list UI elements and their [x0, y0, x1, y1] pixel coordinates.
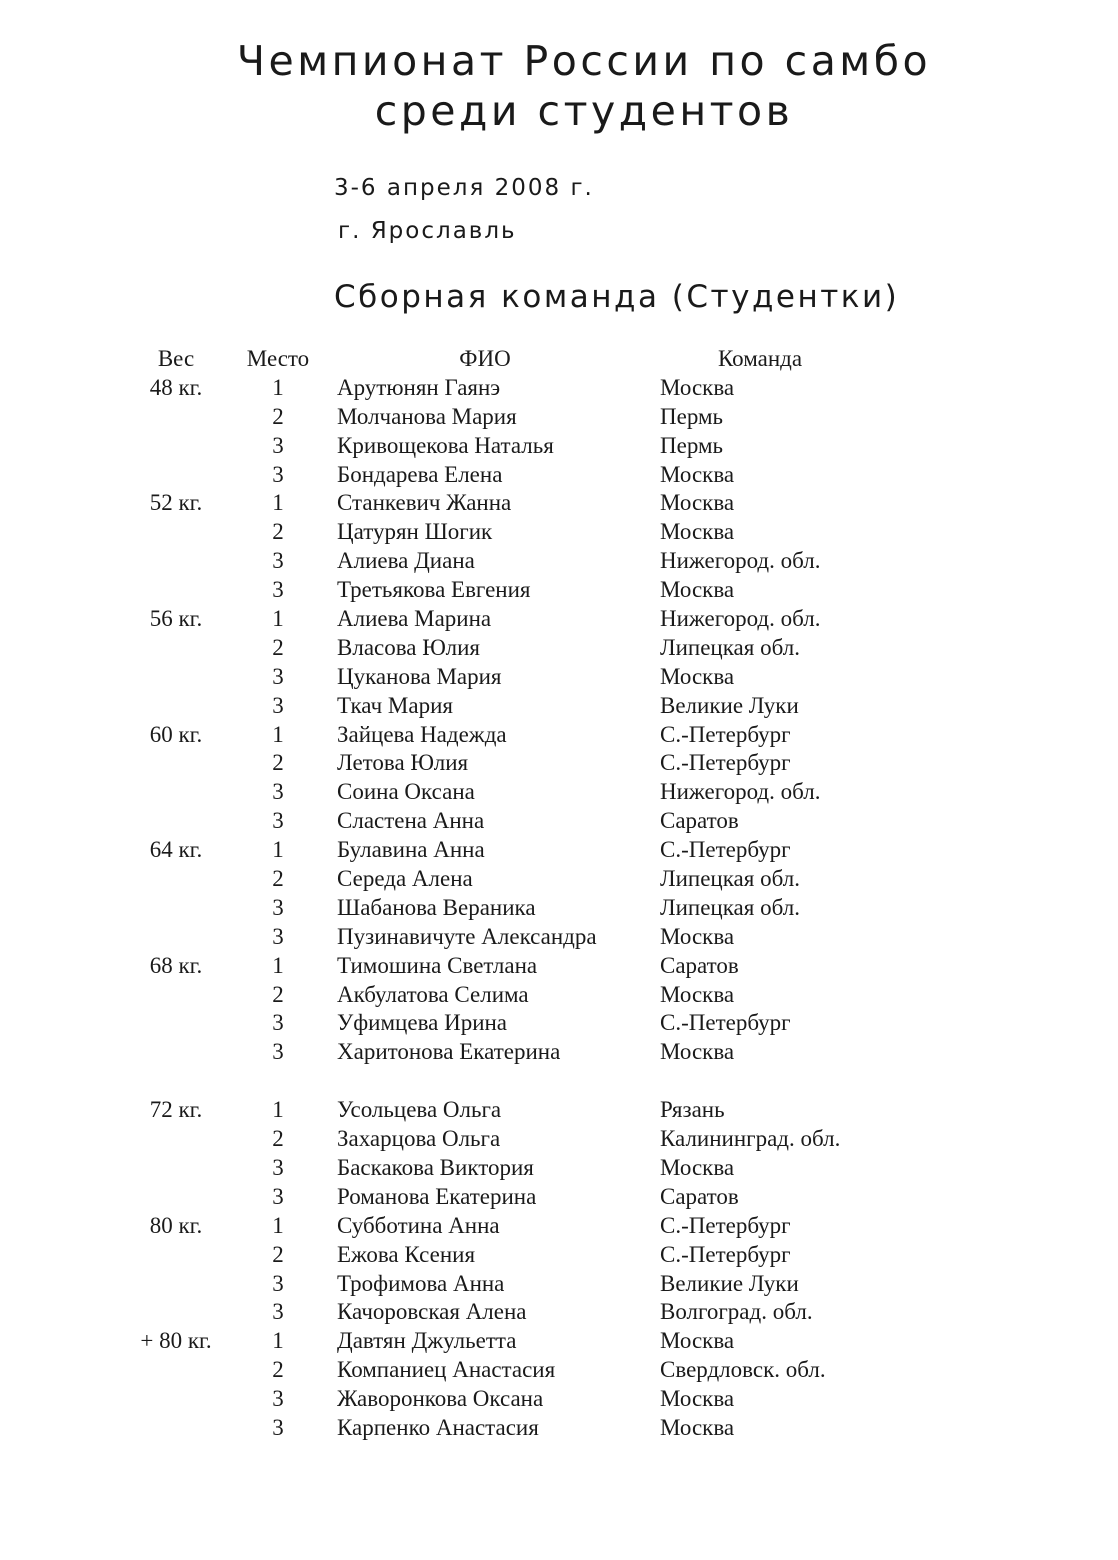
cell-place: 2 — [272, 750, 284, 776]
table-row — [0, 864, 1118, 893]
cell-team: Липецкая обл. — [660, 634, 800, 660]
cell-name: Цатурян Шогик — [337, 519, 493, 545]
table-row — [0, 1326, 1118, 1355]
cell-place: 1 — [272, 837, 284, 863]
cell-team: Саратов — [660, 952, 739, 978]
cell-name: Давтян Джульетта — [337, 1328, 517, 1354]
table-row — [0, 1240, 1118, 1269]
document-title-line-1: Чемпионат России по самбо — [236, 37, 932, 85]
cell-team: Нижегород. обл. — [660, 548, 821, 574]
table-row — [0, 893, 1118, 922]
cell-team: Нижегород. обл. — [660, 779, 821, 805]
cell-weight: 64 кг. — [149, 837, 203, 863]
cell-weight: 72 кг. — [149, 1097, 203, 1123]
cell-team: Москва — [660, 981, 735, 1007]
cell-team: Москва — [660, 374, 735, 400]
cell-name: Власова Юлия — [337, 634, 480, 660]
cell-team: С.-Петербург — [660, 750, 791, 776]
table-row — [0, 1095, 1118, 1124]
cell-place: 2 — [272, 1357, 284, 1383]
cell-place: 1 — [272, 374, 284, 400]
cell-name: Пузинавичуте Александра — [337, 923, 597, 949]
header-name: ФИО — [459, 346, 511, 371]
cell-weight: 80 кг. — [149, 1212, 203, 1238]
cell-place: 1 — [272, 1328, 284, 1354]
cell-name: Бондарева Елена — [337, 461, 503, 487]
cell-name: Алиева Марина — [337, 606, 492, 632]
cell-weight: 60 кг. — [149, 721, 203, 747]
cell-name: Арутюнян Гаянэ — [337, 374, 501, 400]
cell-name: Трофимова Анна — [337, 1270, 505, 1296]
cell-name: Кривощекова Наталья — [337, 432, 554, 458]
cell-team: С.-Петербург — [660, 837, 791, 863]
cell-place: 3 — [272, 1414, 284, 1440]
cell-name: Карпенко Анастасия — [337, 1414, 539, 1440]
cell-weight: + 80 кг. — [140, 1328, 212, 1354]
cell-name: Цуканова Мария — [337, 663, 502, 689]
cell-team: С.-Петербург — [660, 721, 791, 747]
cell-weight: 68 кг. — [149, 952, 203, 978]
table-row — [0, 1413, 1118, 1442]
cell-name: Летова Юлия — [337, 750, 469, 776]
cell-place: 2 — [272, 981, 284, 1007]
cell-team: Нижегород. обл. — [660, 606, 821, 632]
table-row — [0, 951, 1118, 980]
table-row — [0, 402, 1118, 431]
cell-place: 2 — [272, 519, 284, 545]
table-row — [0, 806, 1118, 835]
cell-place: 3 — [272, 1154, 284, 1180]
table-row — [0, 1037, 1118, 1066]
cell-team: С.-Петербург — [660, 1241, 791, 1267]
table-row — [0, 691, 1118, 720]
cell-team: Москва — [660, 1414, 735, 1440]
cell-team: Пермь — [660, 403, 724, 429]
cell-team: Москва — [660, 490, 735, 516]
cell-team: Свердловск. обл. — [660, 1357, 826, 1383]
cell-place: 1 — [272, 952, 284, 978]
document-title-line-2: среди студентов — [374, 87, 794, 135]
header-team: Команда — [717, 346, 803, 371]
table-row — [0, 1182, 1118, 1211]
table-row — [0, 488, 1118, 517]
cell-place: 3 — [272, 808, 284, 834]
cell-name: Качоровская Алена — [337, 1299, 527, 1325]
cell-name: Середа Алена — [337, 866, 473, 892]
table-row — [0, 980, 1118, 1009]
cell-name: Тимошина Светлана — [337, 952, 538, 978]
cell-place: 3 — [272, 1299, 284, 1325]
team-subtitle: Сборная команда (Студентки) — [334, 279, 900, 315]
table-row — [0, 575, 1118, 604]
cell-team: Великие Луки — [660, 1270, 799, 1296]
cell-name: Станкевич Жанна — [337, 490, 512, 516]
cell-weight: 48 кг. — [149, 374, 203, 400]
cell-name: Харитонова Екатерина — [337, 1039, 561, 1065]
event-date: 3-6 апреля 2008 г. — [334, 175, 594, 201]
cell-team: Липецкая обл. — [660, 866, 800, 892]
table-row — [0, 1269, 1118, 1298]
cell-place: 1 — [272, 721, 284, 747]
cell-place: 3 — [272, 1183, 284, 1209]
cell-name: Алиева Диана — [337, 548, 475, 574]
cell-place: 3 — [272, 894, 284, 920]
cell-team: Москва — [660, 1328, 735, 1354]
cell-team: Москва — [660, 577, 735, 603]
cell-name: Ткач Мария — [337, 692, 453, 718]
cell-name: Романова Екатерина — [337, 1183, 537, 1209]
table-row — [0, 720, 1118, 749]
table-row — [0, 517, 1118, 546]
cell-name: Уфимцева Ирина — [337, 1010, 508, 1036]
cell-place: 2 — [272, 866, 284, 892]
cell-place: 1 — [272, 1212, 284, 1238]
cell-place: 3 — [272, 432, 284, 458]
cell-place: 1 — [272, 490, 284, 516]
cell-name: Жаворонкова Оксана — [337, 1386, 544, 1412]
cell-name: Ежова Ксения — [337, 1241, 476, 1267]
table-header — [0, 344, 1118, 373]
table-row — [0, 1355, 1118, 1384]
cell-place: 2 — [272, 403, 284, 429]
table-row — [0, 1008, 1118, 1037]
cell-name: Сластена Анна — [337, 808, 485, 834]
cell-place: 3 — [272, 692, 284, 718]
table-row — [0, 604, 1118, 633]
cell-team: С.-Петербург — [660, 1010, 791, 1036]
table-row — [0, 1211, 1118, 1240]
header-weight: Вес — [157, 346, 195, 371]
table-body — [0, 373, 1118, 1442]
cell-place: 3 — [272, 577, 284, 603]
cell-name: Булавина Анна — [337, 837, 485, 863]
cell-team: Москва — [660, 1039, 735, 1065]
cell-weight: 52 кг. — [149, 490, 203, 516]
cell-place: 2 — [272, 634, 284, 660]
cell-name: Третьякова Евгения — [337, 577, 531, 603]
cell-place: 3 — [272, 1386, 284, 1412]
event-city: г. Ярославль — [338, 218, 517, 244]
cell-place: 3 — [272, 779, 284, 805]
cell-name: Акбулатова Селима — [337, 981, 529, 1007]
cell-team: Калининград. обл. — [660, 1126, 841, 1152]
cell-team: Саратов — [660, 808, 739, 834]
results-table — [0, 344, 1118, 1442]
cell-name: Субботина Анна — [337, 1212, 500, 1238]
cell-team: Москва — [660, 519, 735, 545]
cell-name: Захарцова Ольга — [337, 1126, 501, 1152]
cell-place: 1 — [272, 1097, 284, 1123]
cell-team: Великие Луки — [660, 692, 799, 718]
cell-team: Липецкая обл. — [660, 894, 800, 920]
table-row — [0, 662, 1118, 691]
table-row — [0, 1153, 1118, 1182]
table-row — [0, 748, 1118, 777]
cell-team: Москва — [660, 1154, 735, 1180]
cell-place: 3 — [272, 461, 284, 487]
header-place: Место — [246, 346, 310, 371]
cell-weight: 56 кг. — [149, 606, 203, 632]
cell-place: 1 — [272, 606, 284, 632]
table-row — [0, 922, 1118, 951]
table-row — [0, 1297, 1118, 1326]
cell-name: Шабанова Вераника — [337, 894, 536, 920]
cell-place: 3 — [272, 1270, 284, 1296]
cell-team: Рязань — [660, 1097, 725, 1123]
cell-team: Москва — [660, 663, 735, 689]
cell-name: Соина Оксана — [337, 779, 475, 805]
cell-place: 3 — [272, 923, 284, 949]
cell-name: Баскакова Виктория — [337, 1154, 534, 1180]
cell-team: С.-Петербург — [660, 1212, 791, 1238]
cell-place: 2 — [272, 1126, 284, 1152]
table-row — [0, 633, 1118, 662]
table-row — [0, 835, 1118, 864]
cell-team: Саратов — [660, 1183, 739, 1209]
cell-place: 2 — [272, 1241, 284, 1267]
table-row — [0, 1384, 1118, 1413]
table-row — [0, 546, 1118, 575]
cell-name: Компаниец Анастасия — [337, 1357, 556, 1383]
cell-team: Москва — [660, 1386, 735, 1412]
cell-place: 3 — [272, 663, 284, 689]
table-row — [0, 460, 1118, 489]
cell-name: Зайцева Надежда — [337, 721, 507, 747]
table-row — [0, 1124, 1118, 1153]
cell-team: Москва — [660, 461, 735, 487]
cell-name: Молчанова Мария — [337, 403, 517, 429]
cell-team: Москва — [660, 923, 735, 949]
cell-team: Пермь — [660, 432, 724, 458]
cell-place: 3 — [272, 1039, 284, 1065]
cell-place: 3 — [272, 1010, 284, 1036]
cell-place: 3 — [272, 548, 284, 574]
cell-team: Волгоград. обл. — [660, 1299, 813, 1325]
cell-name: Усольцева Ольга — [337, 1097, 502, 1123]
table-row — [0, 373, 1118, 402]
table-row — [0, 431, 1118, 460]
table-row — [0, 777, 1118, 806]
